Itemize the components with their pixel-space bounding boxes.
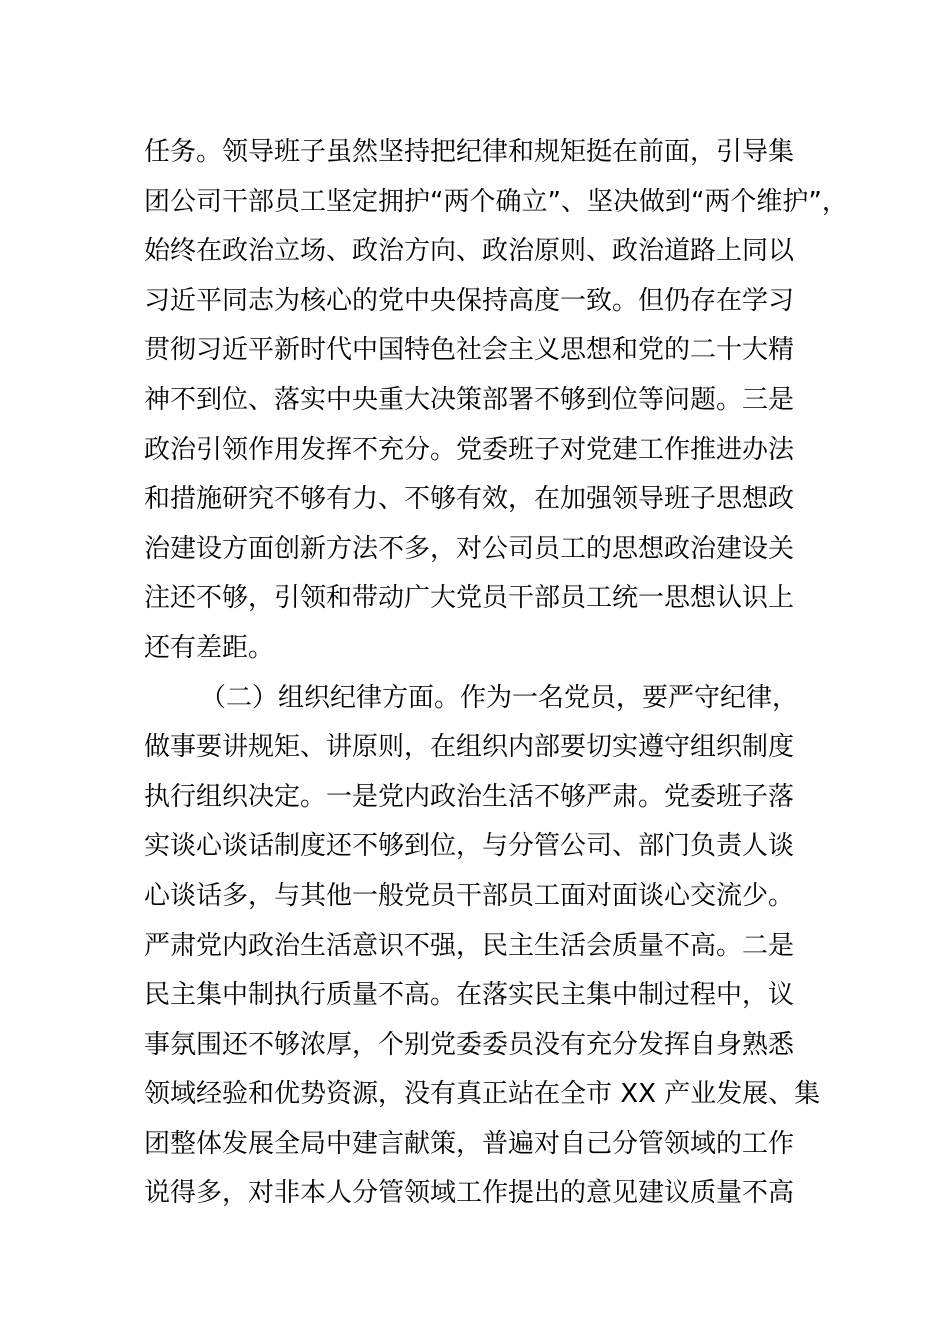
text-line: 习近平同志为核心的党中央保持高度一致。但仍存在学习 xyxy=(144,285,795,316)
text-line: 说得多，对非本人分管领域工作提出的意见建议质量不高 xyxy=(144,1178,795,1209)
text-line: 做事要讲规矩、讲原则，在组织内部要切实遵守组织制度 xyxy=(144,732,795,763)
text-line: 还有差距。 xyxy=(144,632,275,663)
text-line: 执行组织决定。一是党内政治生活不够严肃。党委班子落 xyxy=(144,781,795,812)
text-line: 实谈心谈话制度还不够到位，与分管公司、部门负责人谈 xyxy=(144,831,795,862)
text-line: 事氛围还不够浓厚，个别党委委员没有充分发挥自身熟悉 xyxy=(144,1029,795,1060)
text-line: 团公司干部员工坚定拥护“两个确立”、坚决做到“两个维护”， xyxy=(144,186,848,217)
text-line: 团整体发展全局中建言献策，普遍对自己分管领域的工作 xyxy=(144,1128,795,1159)
section-heading-line: （二）组织纪律方面。作为一名党员，要严守纪律， xyxy=(200,682,799,713)
text-line: 和措施研究不够有力、不够有效，在加强领导班子思想政 xyxy=(144,484,795,515)
text-line: 始终在政治立场、政治方向、政治原则、政治道路上同以 xyxy=(144,236,795,267)
text-line: 治建设方面创新方法不多，对公司员工的思想政治建设关 xyxy=(144,533,795,564)
body-text xyxy=(144,128,848,1219)
text-line: 注还不够，引领和带动广大党员干部员工统一思想认识上 xyxy=(144,583,795,614)
text-line: 任务。领导班子虽然坚持把纪律和规矩挺在前面，引导集 xyxy=(144,137,795,167)
text-line: 严肃党内政治生活意识不强，民主生活会质量不高。二是 xyxy=(144,930,795,961)
text-line: 政治引领作用发挥不充分。党委班子对党建工作推进办法 xyxy=(144,434,795,465)
text-line: 心谈话多，与其他一般党员干部员工面对面谈心交流少。 xyxy=(144,880,795,911)
text-line: 神不到位、落实中央重大决策部署不够到位等问题。三是 xyxy=(144,384,795,415)
text-line: 民主集中制执行质量不高。在落实民主集中制过程中，议 xyxy=(144,980,795,1011)
text-line: 领域经验和优势资源，没有真正站在全市 XX 产业发展、集 xyxy=(144,1079,821,1110)
text-line: 贯彻习近平新时代中国特色社会主义思想和党的二十大精 xyxy=(144,335,795,366)
